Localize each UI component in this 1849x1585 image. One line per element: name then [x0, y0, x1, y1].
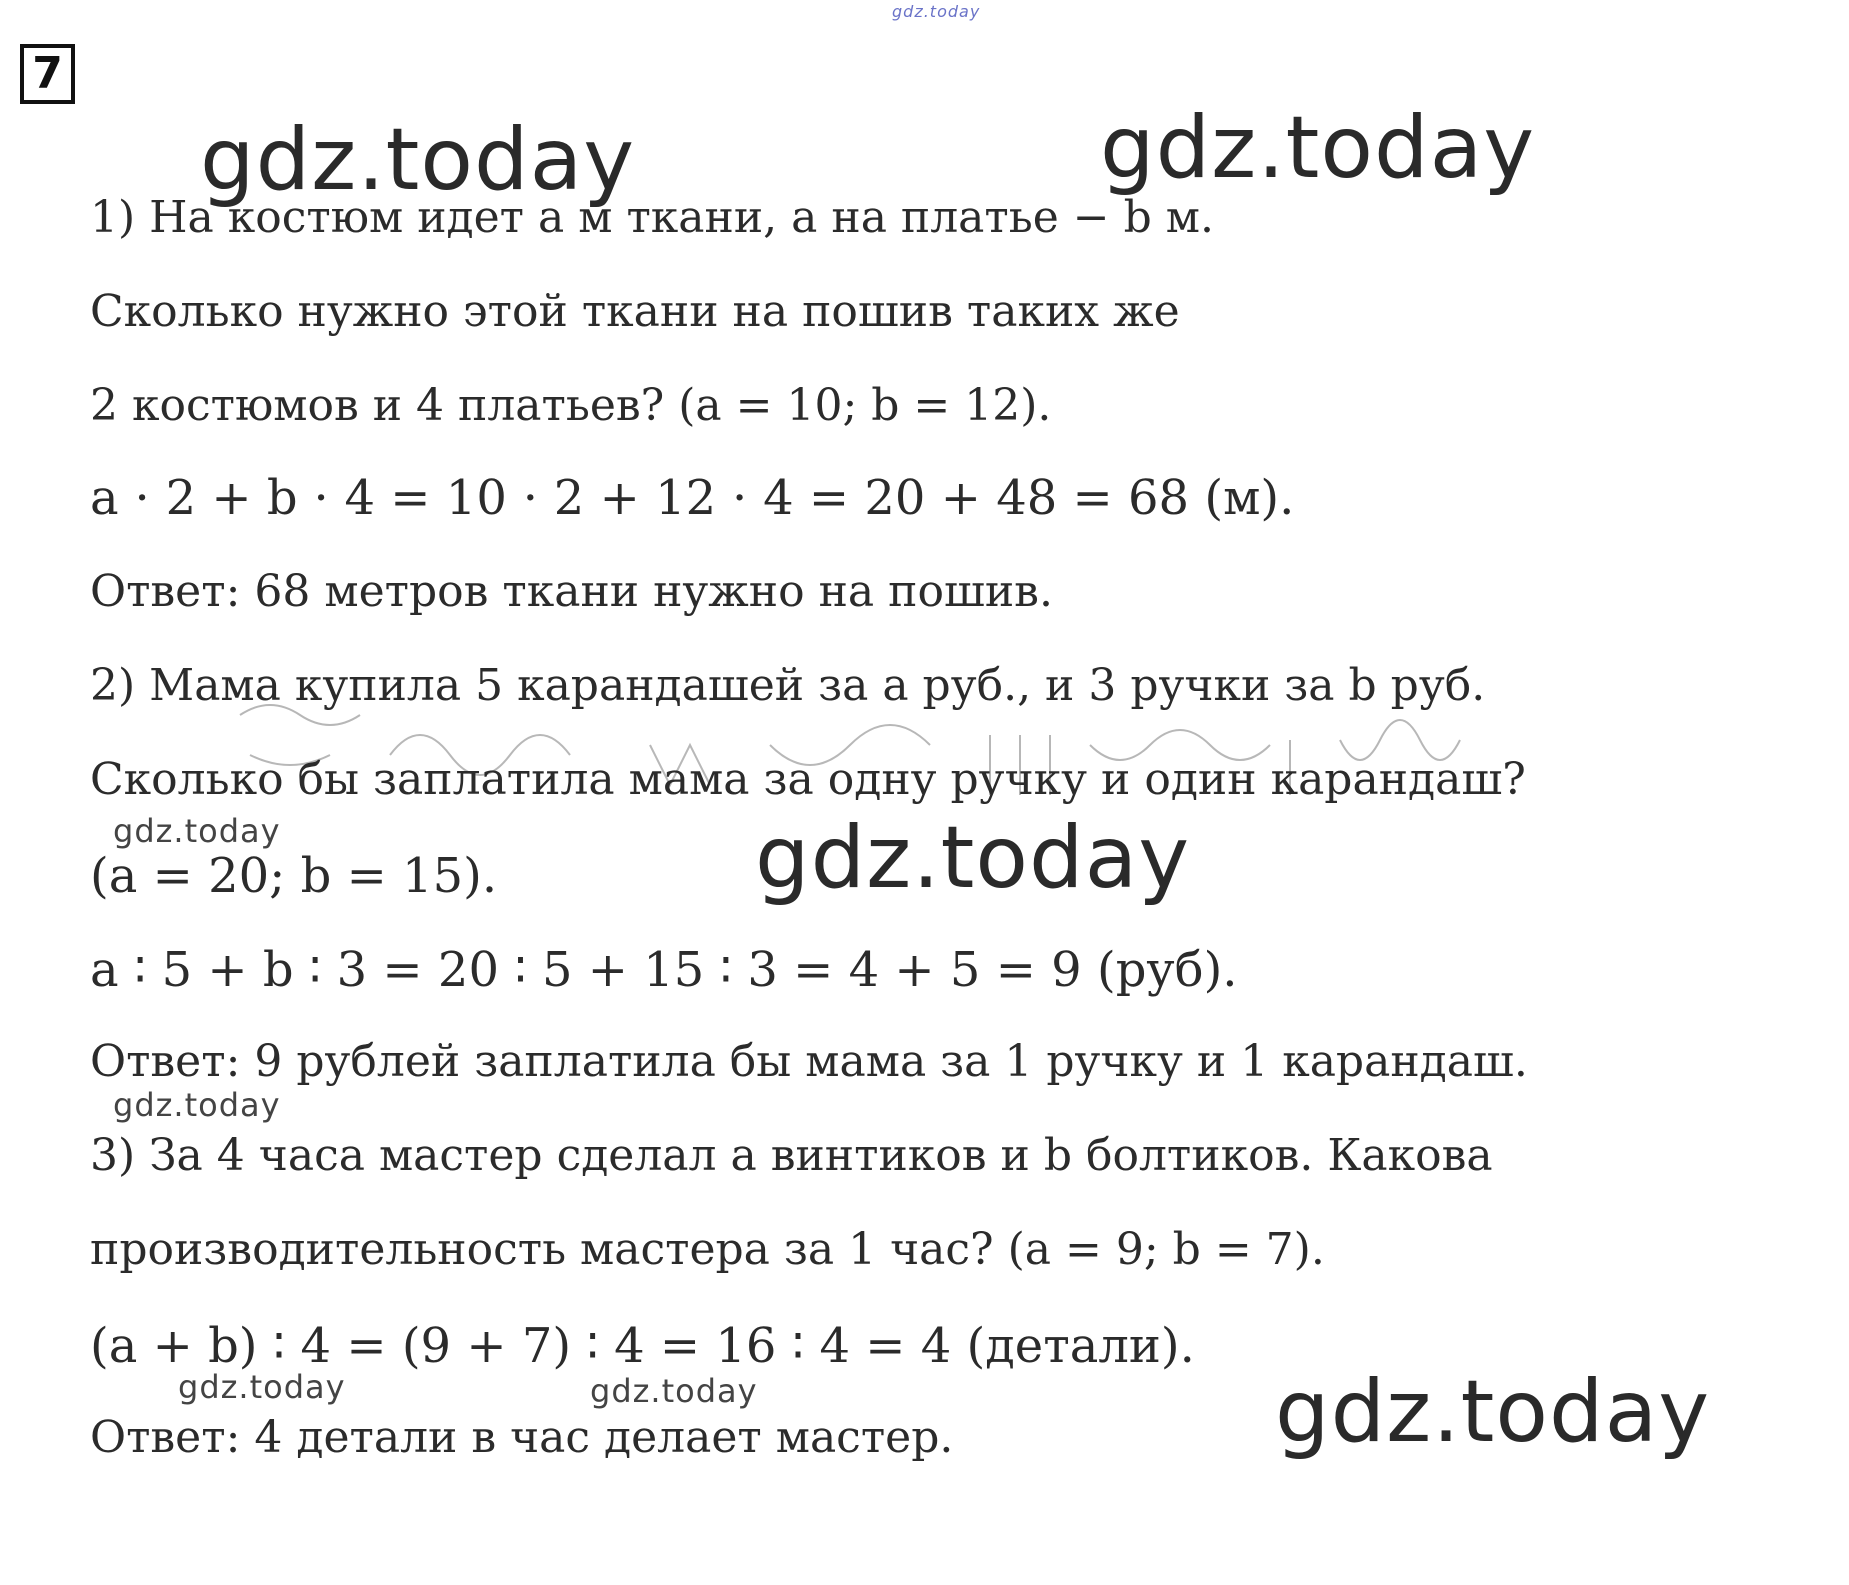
watermark-4: gdz.today: [1275, 1362, 1711, 1462]
task-number: 7: [20, 44, 75, 104]
watermark-5: gdz.today: [113, 812, 281, 850]
text-line-4: 2) Мама купила 5 карандашей за a руб., и 3 ручки за b руб.: [90, 660, 1486, 711]
formula-line-3: (a + b) ∶ 4 = (9 + 7) ∶ 4 = 16 ∶ 4 = 4 (детали).: [90, 1318, 1195, 1374]
watermark-1: gdz.today: [200, 110, 636, 210]
watermark-top: gdz.today: [892, 2, 981, 21]
watermark-3: gdz.today: [755, 808, 1191, 908]
text-line-1: 1) На костюм идет a м ткани, а на платье − b м.: [90, 192, 1214, 243]
text-line-2: Сколько нужно этой ткани на пошив таких же: [90, 286, 1180, 337]
text-line-5: Сколько бы заплатила мама за одну ручку и один карандаш?: [90, 754, 1526, 805]
watermark-6: gdz.today: [113, 1086, 281, 1124]
text-line-6: (a = 20; b = 15).: [90, 848, 498, 904]
answer-line-3: Ответ: 4 детали в час делает мастер.: [90, 1412, 954, 1463]
watermark-7: gdz.today: [178, 1368, 346, 1406]
text-line-8: производительность мастера за 1 час? (a = 9; b = 7).: [90, 1224, 1325, 1275]
formula-line-2: a ∶ 5 + b ∶ 3 = 20 ∶ 5 + 15 ∶ 3 = 4 + 5 = 9 (руб).: [90, 942, 1238, 998]
watermark-2: gdz.today: [1100, 98, 1536, 198]
watermark-8: gdz.today: [590, 1372, 758, 1410]
text-line-7: 3) За 4 часа мастер сделал a винтиков и b болтиков. Какова: [90, 1130, 1493, 1181]
answer-line-2: Ответ: 9 рублей заплатила бы мама за 1 ручку и 1 карандаш.: [90, 1036, 1528, 1087]
text-line-3: 2 костюмов и 4 платьев? (a = 10; b = 12).: [90, 380, 1052, 431]
answer-line-1: Ответ: 68 метров ткани нужно на пошив.: [90, 566, 1053, 617]
formula-line-1: a ⋅ 2 + b ⋅ 4 = 10 ⋅ 2 + 12 ⋅ 4 = 20 + 48 = 68 (м).: [90, 470, 1295, 526]
